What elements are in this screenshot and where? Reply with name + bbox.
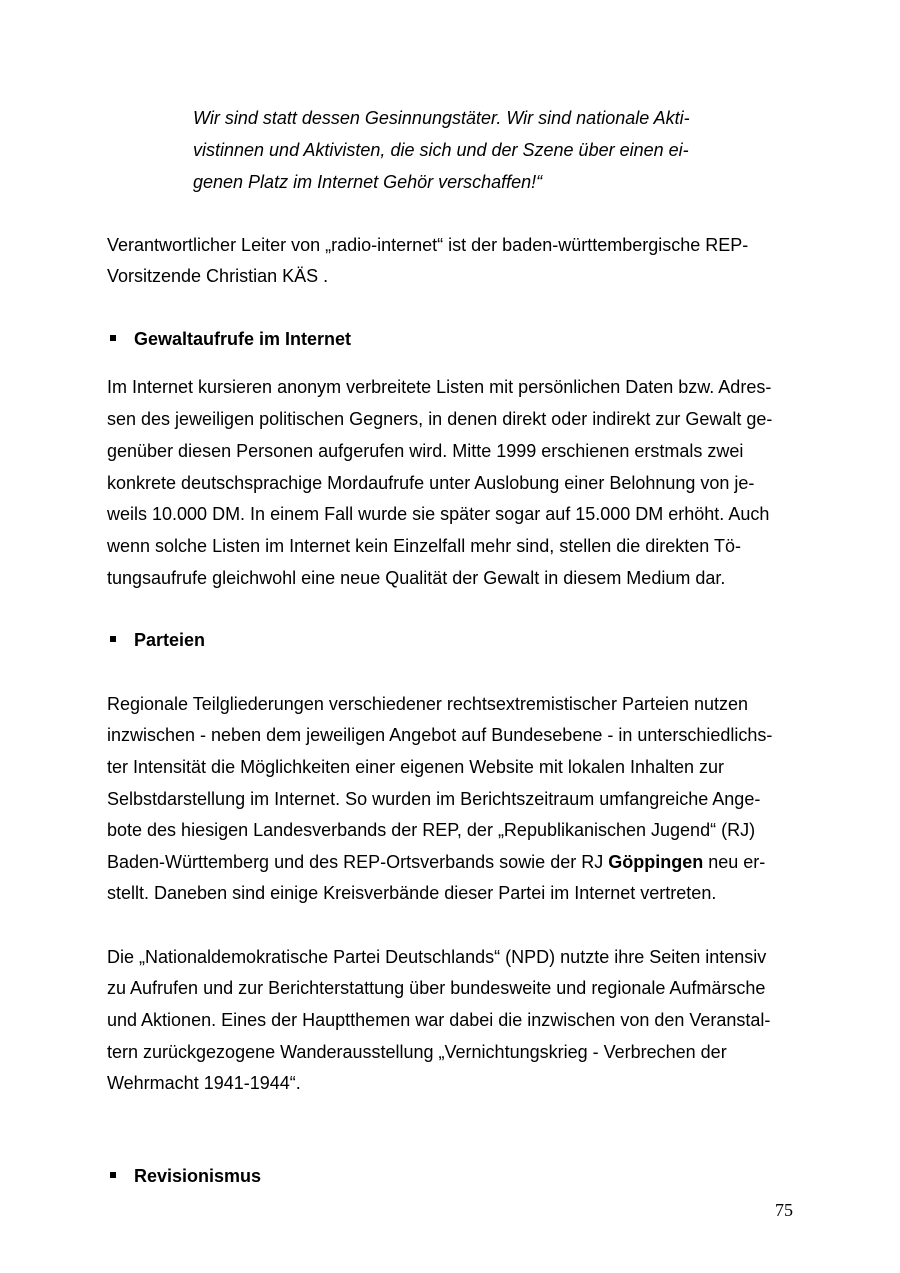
paragraph-line: bote des hiesigen Landesverbands der REP, der „Republikanischen Jugend“ (RJ): [107, 820, 756, 840]
paragraph-text: Baden-Württemberg und des REP-Ortsverbands sowie der RJ: [107, 852, 609, 872]
paragraph-line: Vorsitzende Christian KÄS .: [107, 266, 329, 286]
section-heading: Gewaltaufrufe im Internet: [134, 329, 352, 349]
paragraph-line: inzwischen - neben dem jeweiligen Angebot auf Bundesebene - in unterschiedlichs-: [107, 725, 773, 745]
paragraph-line: Verantwortlicher Leiter von „radio-internet“ ist der baden-württembergische REP-: [107, 235, 749, 255]
paragraph-line: Regionale Teilgliederungen verschiedener rechtsextremistischer Parteien nutzen: [107, 694, 749, 714]
bullet-icon: [110, 1172, 116, 1178]
paragraph-line: tungsaufrufe gleichwohl eine neue Qualität der Gewalt in diesem Medium dar.: [107, 568, 726, 588]
bullet-icon: [110, 335, 116, 341]
place-name-bold: Göppingen: [608, 852, 704, 872]
quote-line: vistinnen und Aktivisten, die sich und der Szene über einen ei-: [193, 140, 689, 160]
paragraph-line: weils 10.000 DM. In einem Fall wurde sie später sogar auf 15.000 DM erhöht. Auch: [107, 504, 770, 524]
bullet-icon: [110, 636, 116, 642]
quote-line: Wir sind statt dessen Gesinnungstäter. Wir sind nationale Akti-: [193, 108, 690, 128]
paragraph-line: Selbstdarstellung im Internet. So wurden im Berichtszeitraum umfangreiche Ange-: [107, 789, 761, 809]
paragraph-line: wenn solche Listen im Internet kein Einzelfall mehr sind, stellen die direkten Tö-: [107, 536, 741, 556]
paragraph-line: stellt. Daneben sind einige Kreisverbände dieser Partei im Internet vertreten.: [107, 883, 717, 903]
section-heading: Parteien: [134, 630, 206, 650]
paragraph-line: [107, 851, 765, 873]
paragraph-line: sen des jeweiligen politischen Gegners, in denen direkt oder indirekt zur Gewalt ge-: [107, 409, 773, 429]
section-heading: Revisionismus: [134, 1166, 262, 1186]
quote-line: genen Platz im Internet Gehör verschaffen!“: [193, 172, 543, 192]
paragraph-line: genüber diesen Personen aufgerufen wird. Mitte 1999 erschienen erstmals zwei: [107, 441, 744, 461]
paragraph-line: Im Internet kursieren anonym verbreitete Listen mit persönlichen Daten bzw. Adres-: [107, 377, 772, 397]
paragraph-line: tern zurückgezogene Wanderausstellung „Vernichtungskrieg - Verbrechen der: [107, 1042, 727, 1062]
paragraph-line: Die „Nationaldemokratische Partei Deutschlands“ (NPD) nutzte ihre Seiten intensiv: [107, 947, 767, 967]
paragraph-line: und Aktionen. Eines der Hauptthemen war dabei die inzwischen von den Veranstal-: [107, 1010, 771, 1030]
paragraph-line: zu Aufrufen und zur Berichterstattung über bundesweite und regionale Aufmärsche: [107, 978, 766, 998]
paragraph-line: Wehrmacht 1941-1944“.: [107, 1073, 301, 1093]
page-number: 75: [775, 1200, 793, 1220]
paragraph-line: ter Intensität die Möglichkeiten einer eigenen Website mit lokalen Inhalten zur: [107, 757, 725, 777]
paragraph-text: neu er-: [703, 852, 766, 872]
paragraph-line: konkrete deutschsprachige Mordaufrufe unter Auslobung einer Belohnung von je-: [107, 473, 755, 493]
